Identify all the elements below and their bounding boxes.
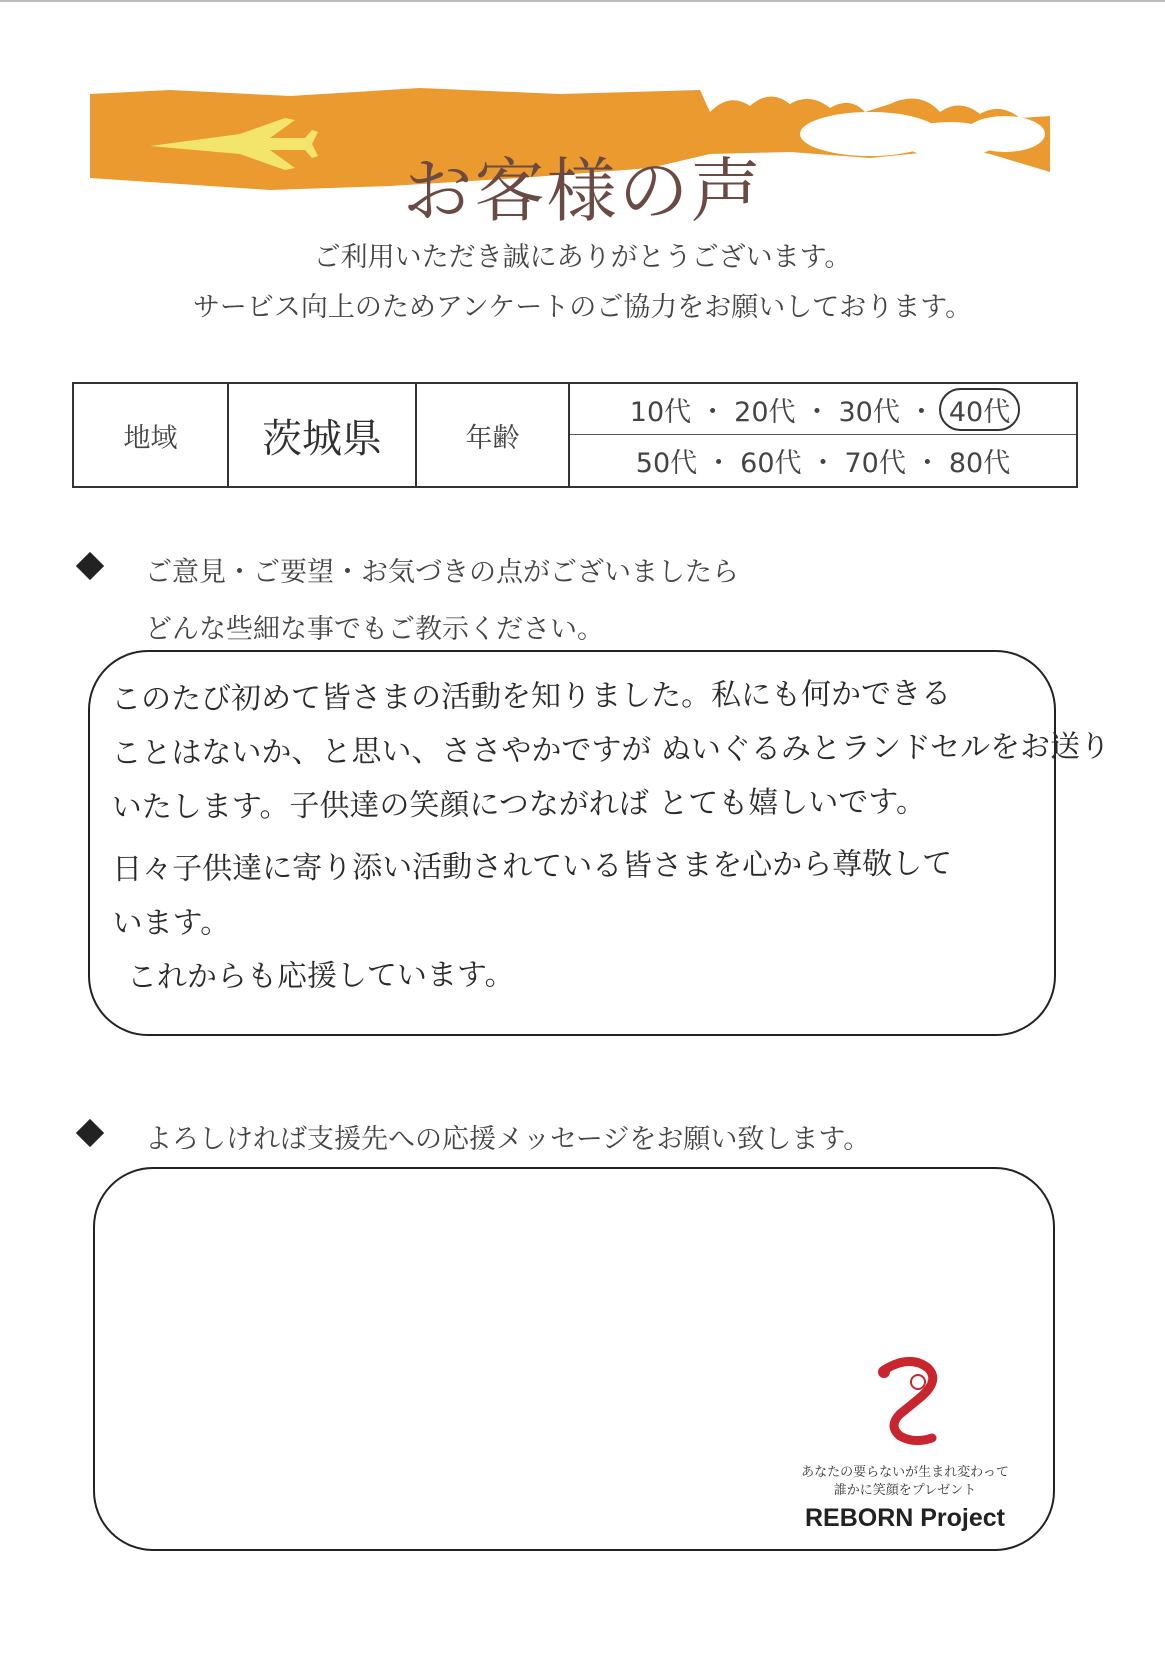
handwritten-line: これからも応援しています。 — [126, 957, 515, 996]
opinion-textbox[interactable] — [88, 650, 1111, 1036]
opinion-heading-line-2: どんな些細な事でもご教示ください。 — [145, 614, 604, 645]
age-option-60s[interactable]: 60代 — [740, 448, 802, 479]
page-title: お客様の声 — [402, 150, 763, 232]
separator: ・ — [705, 448, 733, 479]
diamond-bullet-icon — [76, 552, 104, 580]
age-options — [570, 384, 1076, 486]
region-label: 地域 — [74, 384, 229, 486]
age-option-30s[interactable]: 30代 — [838, 396, 900, 428]
intro-line-1: ご利用いただき誠にありがとうございます。 — [313, 242, 852, 273]
age-option-10s[interactable]: 10代 — [629, 396, 692, 428]
logo-tagline-line-2: 誰かに笑顔をプレゼント — [833, 1483, 977, 1498]
age-option-40s[interactable]: 40代 — [939, 388, 1020, 431]
region-value: 茨城県 — [229, 384, 417, 486]
reborn-project-logo — [770, 1352, 1040, 1542]
handwritten-line: いたします。子供達の笑顔につながれば とても嬉しいです。 — [111, 784, 927, 826]
age-option-20s[interactable]: 20代 — [734, 396, 796, 428]
handwritten-response — [110, 667, 1111, 1005]
logo-tagline-line-1: あなたの要らないが生まれ変わって — [801, 1465, 1009, 1480]
separator: ・ — [803, 396, 831, 428]
info-table — [72, 382, 1078, 488]
separator: ・ — [907, 396, 935, 428]
handwritten-line: います。 — [112, 905, 231, 942]
age-label: 年齢 — [417, 384, 570, 486]
diamond-bullet-icon — [76, 1119, 104, 1147]
age-row-2 — [570, 435, 1076, 486]
age-row-1 — [570, 384, 1076, 435]
reborn-logo-icon — [870, 1352, 950, 1452]
handwritten-line: このたび初めて皆さまの活動を知りました。私にも何かできる — [110, 676, 952, 718]
age-option-80s[interactable]: 80代 — [948, 448, 1011, 479]
opinion-heading-line-1: ご意見・ご要望・お気づきの点がございましたら — [145, 557, 739, 588]
separator: ・ — [913, 448, 941, 479]
age-option-50s[interactable]: 50代 — [635, 448, 698, 479]
intro-line-2: サービス向上のためアンケートのご協力をお願いしております。 — [192, 292, 973, 323]
logo-tagline — [770, 1464, 1040, 1500]
logo-name: REBORN Project — [804, 1504, 1006, 1532]
separator: ・ — [699, 396, 727, 428]
message-heading-text: よろしければ支援先への応援メッセージをお願い致します。 — [145, 1124, 871, 1155]
handwritten-line: 日々子供達に寄り添い活動されている皆さまを心から尊敬して — [112, 846, 953, 888]
page-edge — [0, 0, 1165, 8]
separator: ・ — [809, 448, 837, 479]
age-option-70s[interactable]: 70代 — [844, 448, 906, 479]
handwritten-line: ことはないか、と思い、ささやかですが ぬいぐるみとランドセルをお送り — [111, 729, 1111, 772]
